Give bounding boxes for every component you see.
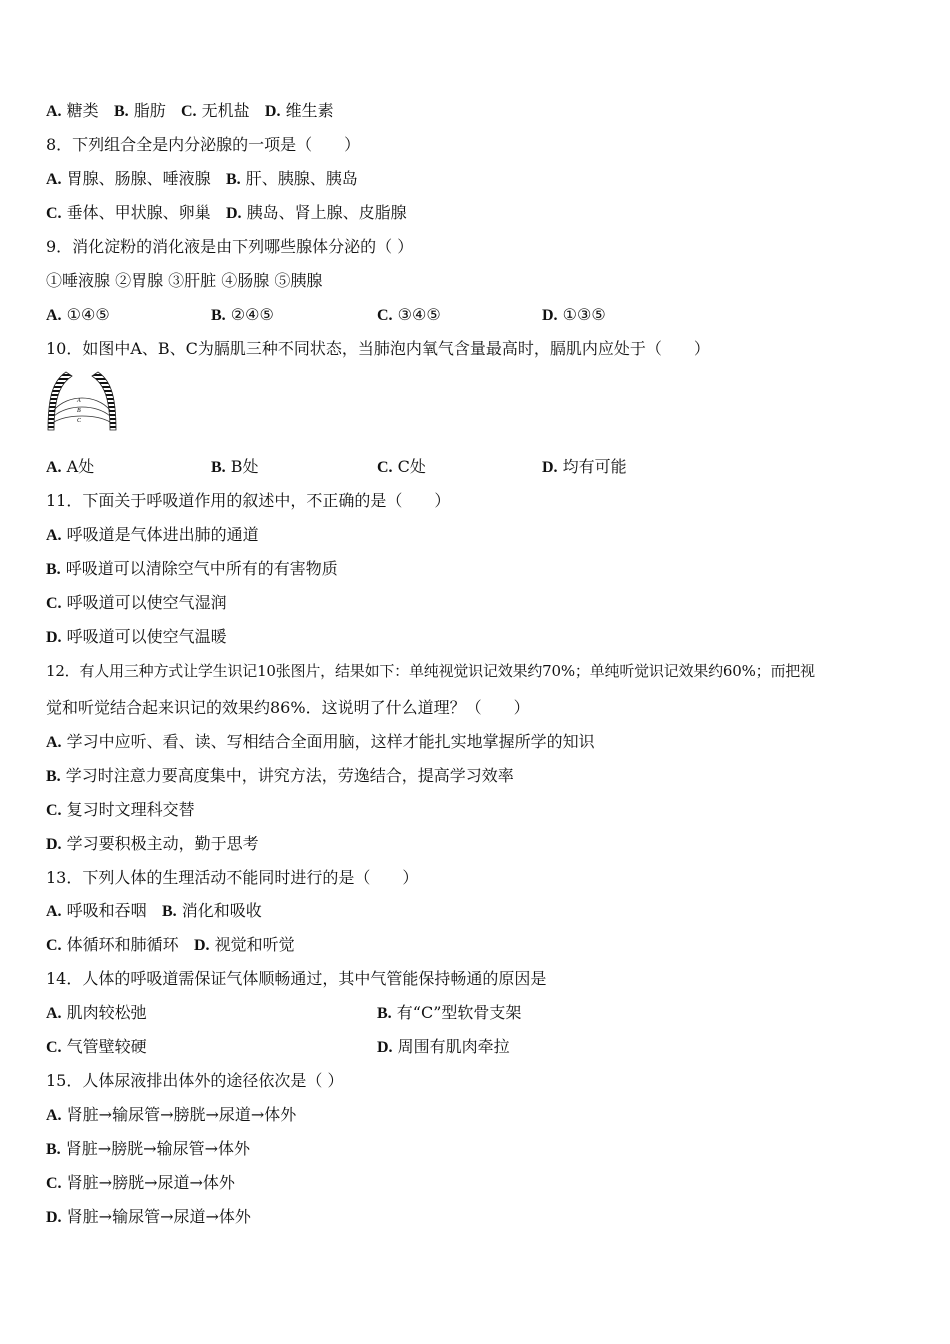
q7-options: A. 糖类 B. 脂肪 C. 无机盐 D. 维生素 (46, 101, 334, 120)
q15-option-c: C. 肾脏→膀胱→尿道→体外 (46, 1173, 235, 1192)
q14-option-d: D. 周围有肌肉牵拉 (377, 1037, 510, 1056)
q14-stem: 14．人体的呼吸道需保证气体顺畅通过，其中气管能保持畅通的原因是 (46, 969, 547, 988)
q15-option-a: A. 肾脏→输尿管→膀胱→尿道→体外 (46, 1105, 297, 1124)
q9-option-a: A. ①④⑤ (46, 305, 110, 324)
q10-option-a: A. A处 (46, 457, 95, 476)
q9-option-c: C. ③④⑤ (377, 305, 441, 324)
diaphragm-label-c: C (77, 418, 82, 424)
diaphragm-c (54, 416, 110, 422)
q10-option-b: B. B处 (211, 457, 259, 476)
diaphragm-label-a: A (77, 398, 81, 404)
q10-option-c: C. C处 (377, 457, 426, 476)
q11-option-a: A. 呼吸道是气体进出肺的通道 (46, 525, 259, 544)
q12-option-d: D. 学习要积极主动，勤于思考 (46, 834, 259, 853)
q12-stem-line2: 觉和听觉结合起来识记的效果约86%．这说明了什么道理？（ ） (46, 698, 530, 717)
diaphragm-figure (44, 370, 120, 434)
left-ribcage (48, 372, 72, 430)
diaphragm-a (54, 398, 110, 410)
q13-options-row1: A. 呼吸和吞咽 B. 消化和吸收 (46, 901, 262, 920)
q12-option-a: A. 学习中应听、看、读、写相结合全面用脑，这样才能扎实地掌握所学的知识 (46, 732, 595, 751)
q8-options-row2: C. 垂体、甲状腺、卵巢 D. 胰岛、肾上腺、皮脂腺 (46, 203, 407, 222)
q9-option-b: B. ②④⑤ (211, 305, 274, 324)
q11-option-c: C. 呼吸道可以使空气湿润 (46, 593, 227, 612)
q14-option-a: A. 肌肉较松弛 (46, 1003, 147, 1022)
q15-option-d: D. 肾脏→输尿管→尿道→体外 (46, 1207, 251, 1226)
q10-option-d: D. 均有可能 (542, 457, 627, 476)
q14-option-b: B. 有“C”型软骨支架 (377, 1003, 522, 1022)
q11-stem: 11．下面关于呼吸道作用的叙述中，不正确的是（ ） (46, 491, 451, 510)
diaphragm-b (54, 407, 110, 416)
q9-stem: 9．消化淀粉的消化液是由下列哪些腺体分泌的（ ） (46, 237, 414, 256)
q13-stem: 13．下列人体的生理活动不能同时进行的是（ ） (46, 868, 419, 887)
q8-options-row1: A. 胃腺、肠腺、唾液腺 B. 肝、胰腺、胰岛 (46, 169, 358, 188)
q11-option-b: B. 呼吸道可以清除空气中所有的有害物质 (46, 559, 338, 578)
diaphragm-label-b: B (77, 408, 81, 414)
q9-option-d: D. ①③⑤ (542, 305, 606, 324)
q13-options-row2: C. 体循环和肺循环 D. 视觉和听觉 (46, 935, 295, 954)
q12-option-b: B. 学习时注意力要高度集中，讲究方法，劳逸结合，提高学习效率 (46, 766, 514, 785)
q12-stem-line1: 12．有人用三种方式让学生识记10张图片，结果如下：单纯视觉识记效果约70%；单纯听觉识记效果约60%；而把视 (46, 662, 815, 680)
q10-stem: 10．如图中A、B、C为膈肌三种不同状态，当肺泡内氧气含量最高时，膈肌内应处于（ ） (46, 339, 710, 358)
q15-option-b: B. 肾脏→膀胱→输尿管→体外 (46, 1139, 250, 1158)
q8-stem: 8．下列组合全是内分泌腺的一项是（ ） (46, 135, 361, 154)
q15-stem: 15．人体尿液排出体外的途径依次是（ ） (46, 1071, 344, 1090)
q9-items: ①唾液腺 ②胃腺 ③肝脏 ④肠腺 ⑤胰腺 (46, 271, 323, 290)
q11-option-d: D. 呼吸道可以使空气温暖 (46, 627, 227, 646)
q12-option-c: C. 复习时文理科交替 (46, 800, 195, 819)
right-ribcage (92, 372, 116, 430)
q14-option-c: C. 气管壁较硬 (46, 1037, 147, 1056)
